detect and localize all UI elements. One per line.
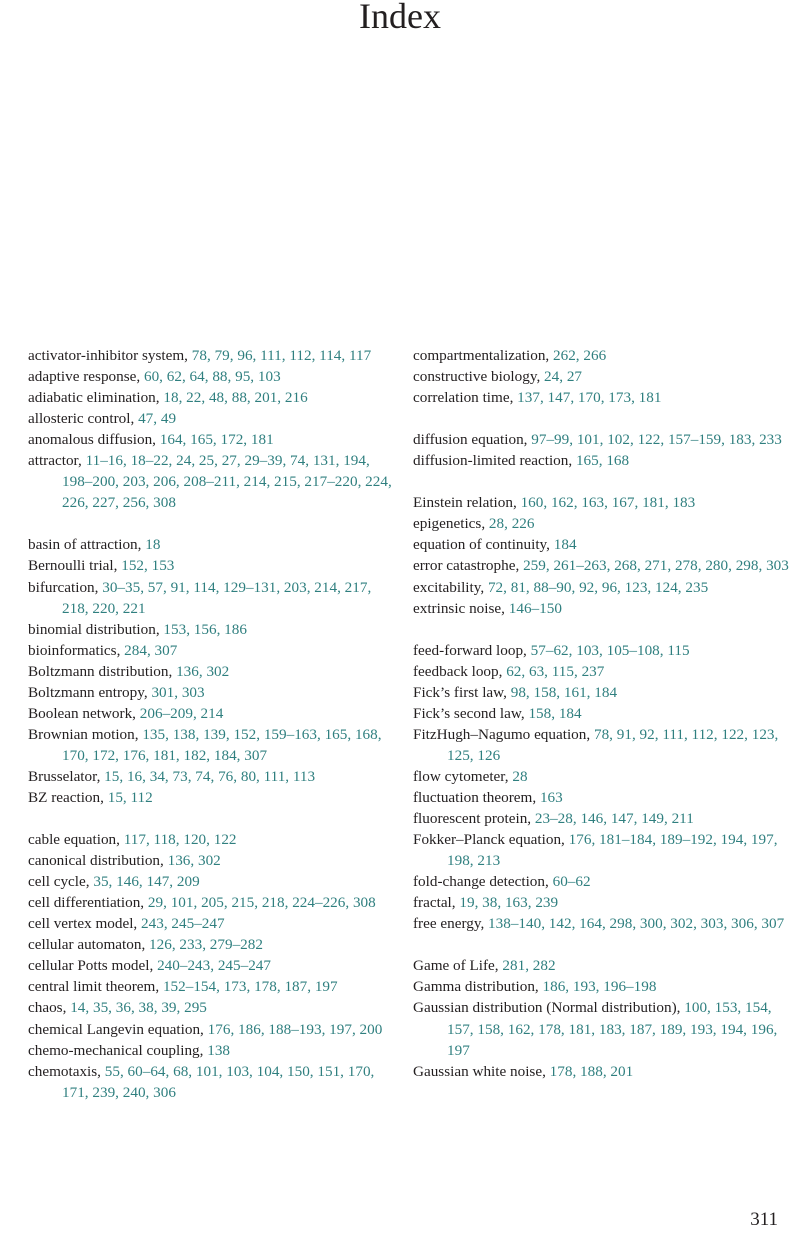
index-page-refs[interactable]: 138 [207,1041,231,1059]
index-term: fold-change detection, [413,873,553,891]
index-page-refs[interactable]: 153, 156, 186 [163,620,247,638]
index-term: Gamma distribution, [413,978,543,996]
index-entry [413,450,799,471]
index-page-refs[interactable]: 29, 101, 205, 215, 218, 224–226, 308 [147,894,376,912]
index-entry [28,682,394,703]
index-entry [28,661,394,682]
index-page-refs[interactable]: 18 [145,536,161,554]
index-page-refs[interactable]: 30–35, 57, 91, 114, 129–131, 203, 214, 217, 218, 220, 221 [62,578,372,617]
index-entry [28,387,394,408]
index-term: Boltzmann entropy, [28,683,152,701]
index-entry [413,534,799,555]
index-entry [28,345,394,366]
index-entry [413,724,799,766]
index-term: chemotaxis, [28,1062,105,1080]
index-term: chemo-mechanical coupling, [28,1041,208,1059]
index-term: chaos, [28,999,71,1017]
index-entry [28,976,394,997]
index-page-refs[interactable]: 176, 181–184, 189–192, 194, 197, 198, 213 [447,831,778,870]
index-page-refs[interactable]: 262, 266 [553,347,607,364]
index-column-left [28,345,394,1103]
index-page-refs[interactable]: 78, 91, 92, 111, 112, 122, 123, 125, 126 [447,725,779,764]
index-term: cell cycle, [28,873,94,891]
letter-group-gap [413,934,799,955]
index-term: bioinformatics, [28,641,125,659]
index-entry [28,934,394,955]
index-term: Brusselator, [28,767,105,785]
index-entry [28,766,394,787]
index-page-refs[interactable]: 138–140, 142, 164, 298, 300, 302, 303, 306, 307 [488,915,785,933]
index-entry [413,955,799,976]
index-entry [28,724,394,766]
index-page-refs[interactable]: 137, 147, 170, 173, 181 [517,389,662,407]
index-term: flow cytometer, [413,767,513,785]
index-page-refs[interactable]: 146–150 [508,599,562,617]
index-entry [28,829,394,850]
index-page-refs[interactable]: 78, 79, 96, 111, 112, 114, 117 [191,347,372,364]
index-term: Boolean network, [28,704,140,722]
index-entry [413,997,799,1060]
index-entry [413,829,799,871]
index-term: feedback loop, [413,662,507,680]
index-term: attractor, [28,452,86,470]
index-entry [413,492,799,513]
index-page-refs[interactable]: 47, 49 [138,410,177,428]
index-term: diffusion equation, [413,431,532,449]
index-term: cellular Potts model, [28,957,158,975]
index-entry [28,703,394,724]
index-term: epigenetics, [413,515,489,533]
index-entry [28,366,394,387]
index-entry [413,976,799,997]
index-term: error catastrophe, [413,557,524,575]
index-page-refs[interactable]: 301, 303 [151,683,205,701]
index-page-refs[interactable]: 136, 302 [167,852,221,870]
index-entry [413,640,799,661]
index-page-refs[interactable]: 126, 233, 279–282 [149,936,263,954]
index-page-refs[interactable]: 135, 138, 139, 152, 159–163, 165, 168, 170, 172, 176, 181, 182, 184, 307 [62,725,382,764]
index-term: Boltzmann distribution, [28,662,177,680]
index-term: Gaussian distribution (Normal distribution), [413,999,685,1017]
index-term: canonical distribution, [28,852,168,870]
index-page-refs[interactable]: 98, 158, 161, 184 [510,683,618,701]
index-entry [28,1019,394,1040]
index-page-refs[interactable]: 28, 226 [488,515,535,533]
index-page-refs[interactable]: 136, 302 [176,662,230,680]
index-page-refs[interactable]: 24, 27 [544,368,583,386]
letter-group-gap [28,513,394,534]
index-page-refs[interactable]: 62, 63, 115, 237 [506,662,605,680]
index-page-refs[interactable]: 163 [539,788,563,806]
index-entry [28,450,394,513]
index-term: Fick’s first law, [413,683,511,701]
index-term: cable equation, [28,831,124,849]
index-entry [28,892,394,913]
index-entry [413,555,799,576]
index-page-refs[interactable]: 158, 184 [528,704,582,722]
index-page-refs[interactable]: 281, 282 [502,957,556,975]
index-page-refs[interactable]: 72, 81, 88–90, 92, 96, 123, 124, 235 [487,578,709,596]
index-entry [413,787,799,808]
index-entry [413,387,799,408]
index-term: chemical Langevin equation, [28,1020,208,1038]
index-term: adaptive response, [28,368,144,386]
letter-group-gap [413,471,799,492]
index-term: FitzHugh–Nagumo equation, [413,725,594,743]
index-term: BZ reaction, [28,788,108,806]
index-page-refs[interactable]: 18, 22, 48, 88, 201, 216 [163,389,308,407]
index-term: binomial distribution, [28,620,164,638]
index-entry [28,555,394,576]
index-page-refs[interactable]: 164, 165, 172, 181 [159,431,274,449]
letter-group-gap [413,619,799,640]
index-entry [28,429,394,450]
index-entry [28,534,394,555]
index-entry [413,366,799,387]
index-entry [28,787,394,808]
index-page-refs[interactable]: 23–28, 146, 147, 149, 211 [534,810,694,828]
index-term: activator-inhibitor system, [28,347,192,364]
index-entry [413,661,799,682]
index-term: correlation time, [413,389,518,407]
index-term: constructive biology, [413,368,545,386]
index-page-refs[interactable]: 11–16, 18–22, 24, 25, 27, 29–39, 74, 131, 194, 198–200, 203, 206, 208–211, 214, 215, 217–220, 224, 226, 227, 256, 308 [62,452,392,512]
index-entry [28,997,394,1018]
index-page-refs[interactable]: 60–62 [552,873,591,891]
index-page-refs[interactable]: 15, 112 [107,788,153,806]
index-page-refs[interactable]: 55, 60–64, 68, 101, 103, 104, 150, 151, 170, 171, 239, 240, 306 [62,1062,375,1101]
index-term: cell differentiation, [28,894,148,912]
index-term: cellular automaton, [28,936,150,954]
index-entry [28,408,394,429]
index-page-refs[interactable]: 243, 245–247 [141,915,225,933]
index-page-refs[interactable]: 176, 186, 188–193, 197, 200 [207,1020,383,1038]
index-entry [413,766,799,787]
index-entry [28,955,394,976]
letter-group-gap [413,408,799,429]
index-page-refs[interactable]: 152, 153 [121,557,175,575]
index-page-refs[interactable]: 184 [553,536,577,554]
index-term: diffusion-limited reaction, [413,452,576,470]
index-entry [413,1061,799,1082]
index-term: feed-forward loop, [413,641,531,659]
index-entry [28,850,394,871]
index-page-refs[interactable]: 100, 153, 154, 157, 158, 162, 178, 181, 183, 187, 189, 193, 194, 196, 197 [447,999,778,1059]
index-term: compartmentalization, [413,347,554,364]
index-page-refs[interactable]: 206–209, 214 [139,704,224,722]
index-page-refs[interactable]: 152–154, 173, 178, 187, 197 [162,978,338,996]
index-page-refs[interactable]: 60, 62, 64, 88, 95, 103 [143,368,281,386]
index-entry [413,345,799,366]
index-entry [28,1040,394,1061]
index-term: allosteric control, [28,410,139,428]
index-entry [413,513,799,534]
index-term: bifurcation, [28,578,103,596]
index-page-refs[interactable]: 165, 168 [575,452,630,470]
index-page-refs[interactable]: 28 [512,767,528,785]
index-entry [28,619,394,640]
index-term: anomalous diffusion, [28,431,160,449]
index-term: Fokker–Planck equation, [413,831,569,849]
index-page-refs[interactable]: 284, 307 [124,641,178,659]
index-page-refs[interactable]: 240–243, 245–247 [157,957,271,975]
index-term: central limit theorem, [28,978,163,996]
index-term: fluorescent protein, [413,810,535,828]
index-entry [28,1061,394,1103]
index-term: excitability, [413,578,488,596]
index-term: Bernoulli trial, [28,557,122,575]
index-page-refs[interactable]: 178, 188, 201 [549,1062,634,1080]
index-term: fluctuation theorem, [413,788,540,806]
index-entry [413,871,799,892]
index-term: adiabatic elimination, [28,389,164,407]
index-term: cell vertex model, [28,915,142,933]
index-page-refs[interactable]: 57–62, 103, 105–108, 115 [530,641,690,659]
index-entry [413,429,799,450]
index-page-refs[interactable]: 97–99, 101, 102, 122, 157–159, 183, 233 [531,431,782,449]
index-term: equation of continuity, [413,536,554,554]
index-entry [413,808,799,829]
index-entry [413,913,799,934]
index-page-refs[interactable]: 35, 146, 147, 209 [93,873,200,891]
index-term: Brownian motion, [28,725,143,743]
index-entry [28,913,394,934]
index-entry [413,682,799,703]
index-term: Fick’s second law, [413,704,529,722]
index-entry [413,598,799,619]
index-entry [413,703,799,724]
index-term: extrinsic noise, [413,599,509,617]
index-page-refs[interactable]: 15, 16, 34, 73, 74, 76, 80, 111, 113 [104,767,316,785]
index-entry [28,577,394,619]
index-entry [413,577,799,598]
index-page-refs[interactable]: 186, 193, 196–198 [542,978,657,996]
index-page-refs[interactable]: 14, 35, 36, 38, 39, 295 [70,999,207,1017]
index-page-refs[interactable]: 19, 38, 163, 239 [459,894,559,912]
index-page-refs[interactable]: 259, 261–263, 268, 271, 278, 280, 298, 303 [523,557,789,575]
index-term: free energy, [413,915,489,933]
page-number: 311 [750,1209,778,1230]
index-column-right [413,345,799,1082]
index-term: Einstein relation, [413,494,521,512]
index-entry [28,640,394,661]
index-term: fractal, [413,894,460,912]
index-entry [28,871,394,892]
letter-group-gap [28,808,394,829]
page-title: Index [359,0,441,36]
index-term: basin of attraction, [28,536,146,554]
index-page-refs[interactable]: 117, 118, 120, 122 [123,831,237,849]
index-page-refs[interactable]: 160, 162, 163, 167, 181, 183 [520,494,696,512]
index-entry [413,892,799,913]
index-term: Gaussian white noise, [413,1062,550,1080]
index-term: Game of Life, [413,957,503,975]
